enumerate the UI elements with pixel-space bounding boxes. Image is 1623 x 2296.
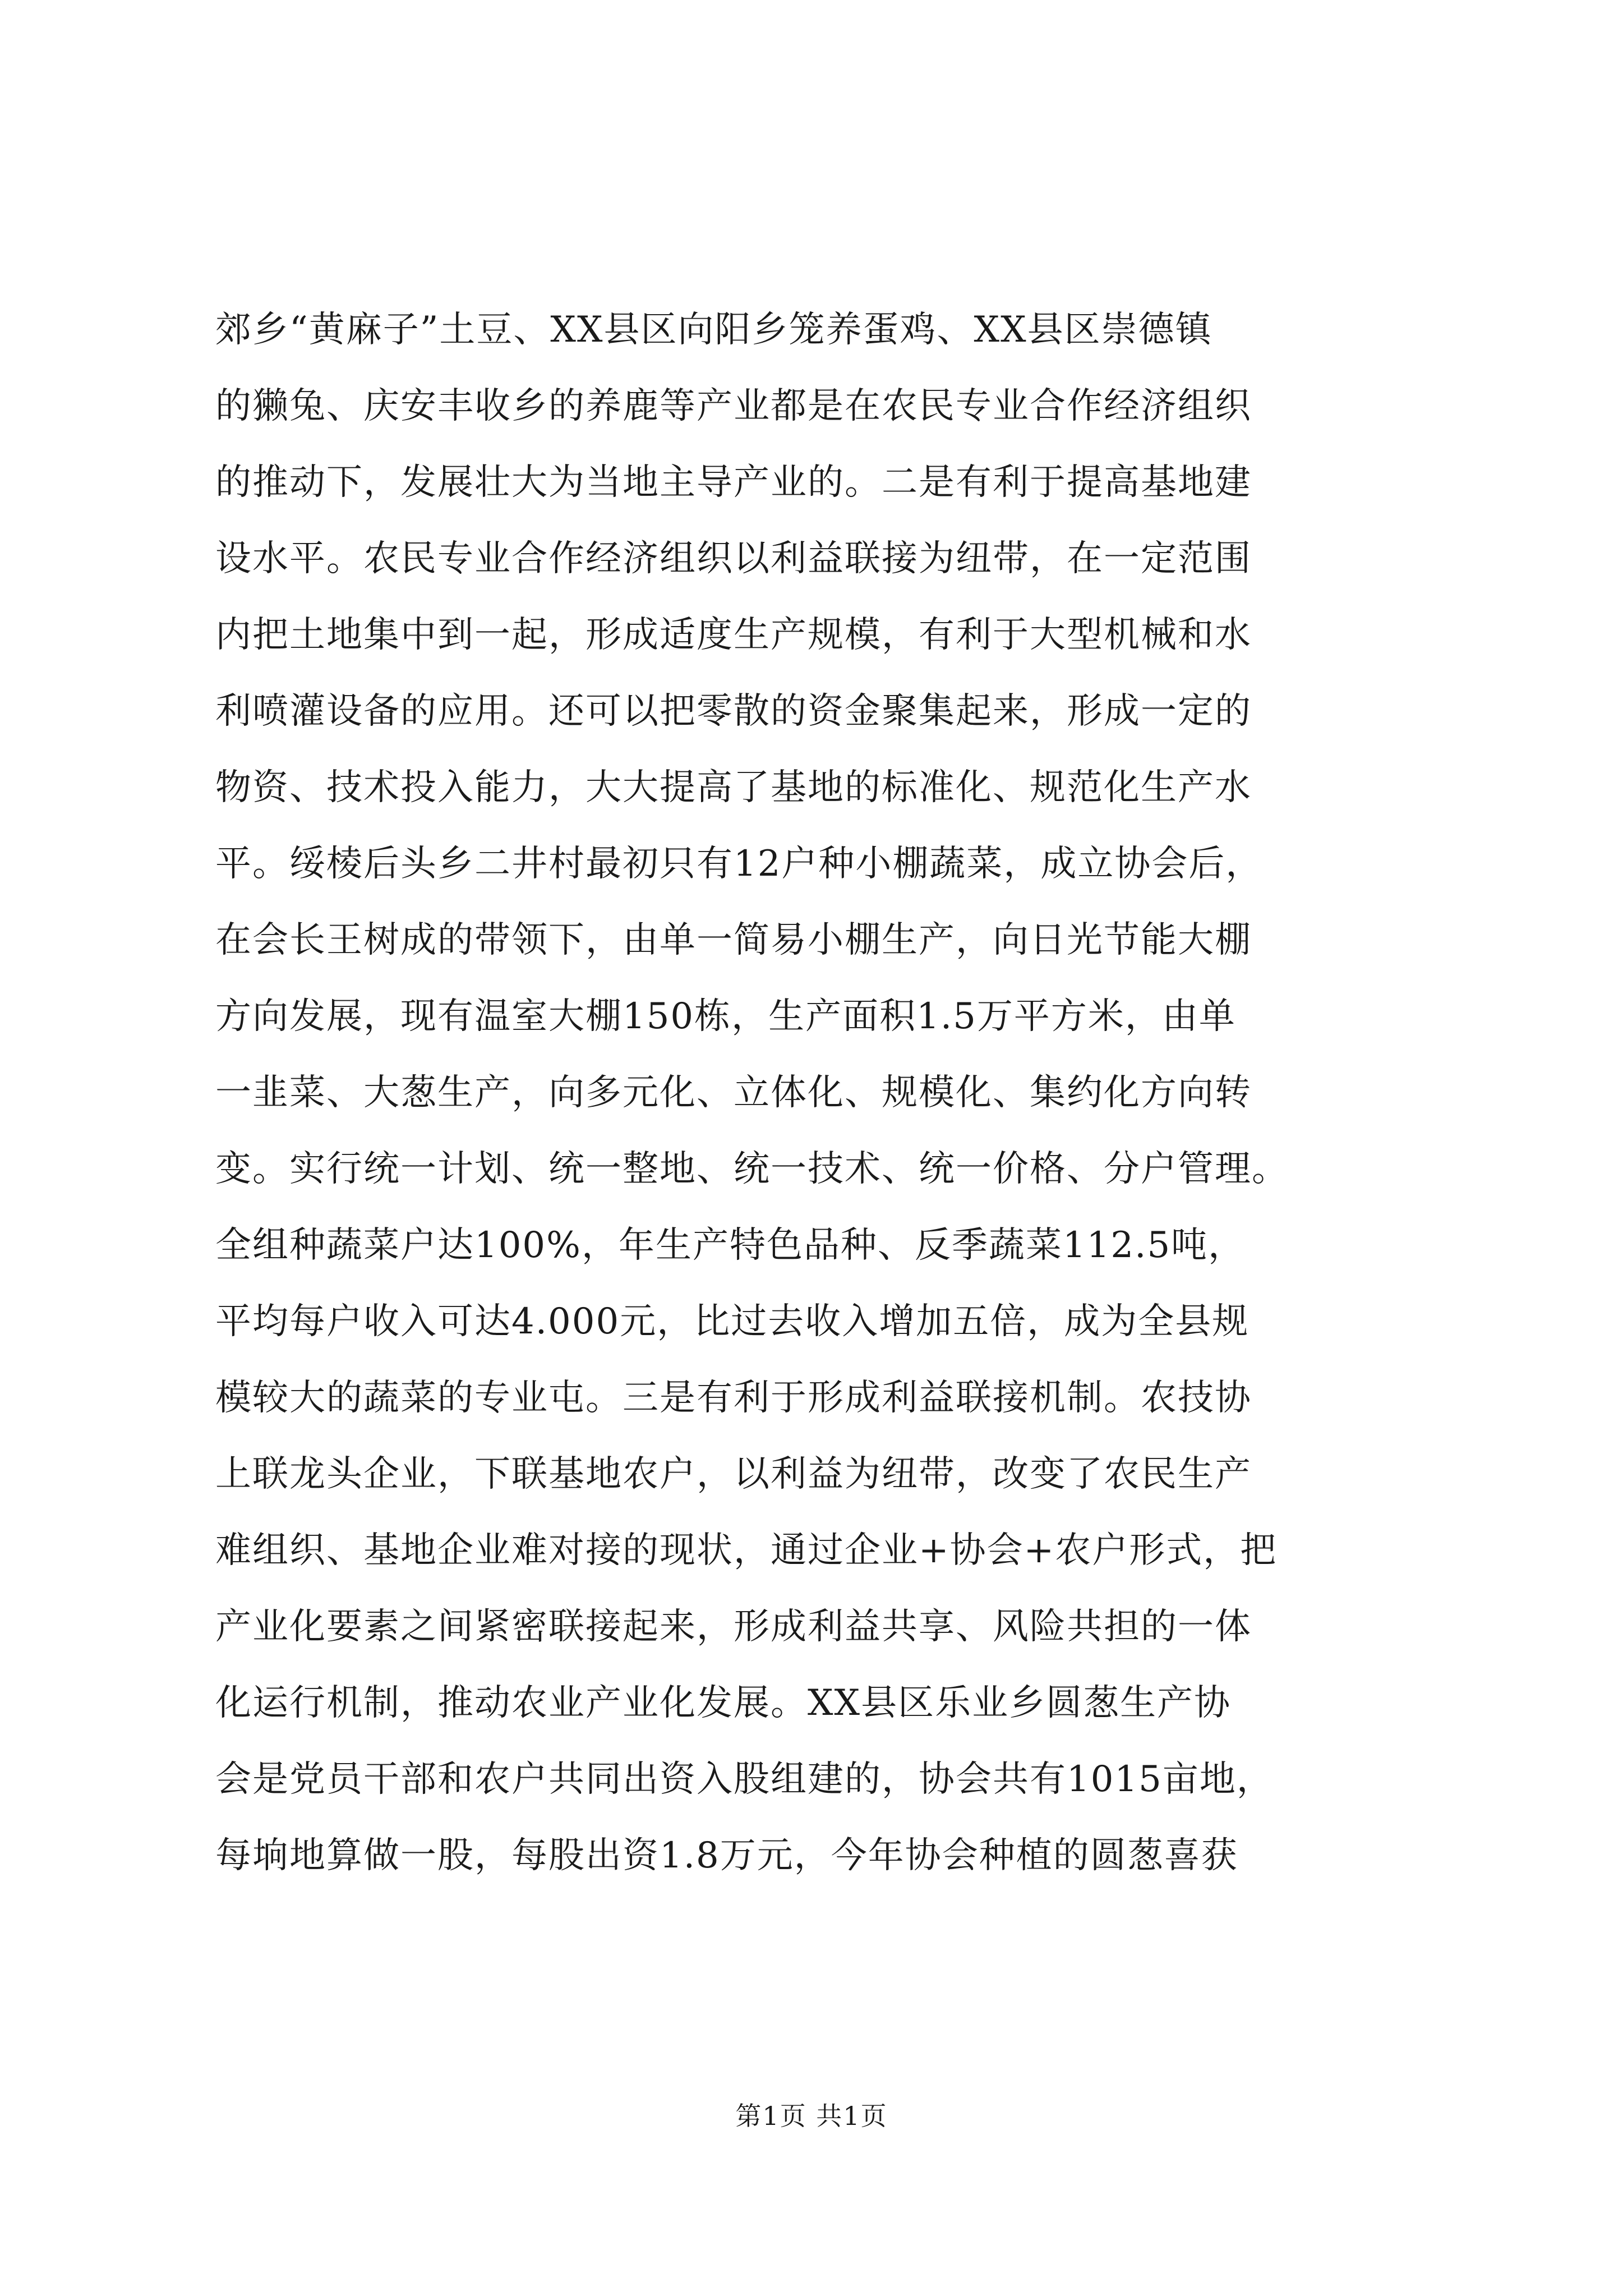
body-paragraph <box>215 292 1410 1894</box>
text-line: 变。实行统一计划、统一整地、统一技术、统一价格、分户管理。 <box>215 1148 1289 1190</box>
text-line: 郊乡“黄麻子”土豆、XX县区向阳乡笼养蛋鸡、XX县区崇德镇 <box>215 309 1212 351</box>
text-line: 会是党员干部和农户共同出资入股组建的，协会共有1015亩地， <box>215 1759 1274 1800</box>
page-number-label: 第1页 共1页 <box>735 2101 888 2131</box>
text-line: 平。绥棱后头乡二井村最初只有12户种小棚蔬菜，成立协会后， <box>215 843 1263 885</box>
text-line: 方向发展，现有温室大棚150栋，生产面积1.5万平方米，由单 <box>215 996 1236 1037</box>
text-line: 每垧地算做一股，每股出资1.8万元，今年协会种植的圆葱喜获 <box>215 1835 1238 1876</box>
text-line: 全组种蔬菜户达100%，年生产特色品种、反季蔬菜112.5吨， <box>215 1225 1246 1266</box>
text-line: 物资、技术投入能力，大大提高了基地的标准化、规范化生产水 <box>215 767 1252 808</box>
page-footer <box>0 2096 1623 2133</box>
text-line: 模较大的蔬菜的专业屯。三是有利于形成利益联接机制。农技协 <box>215 1377 1252 1419</box>
text-line: 产业化要素之间紧密联接起来，形成利益共享、风险共担的一体 <box>215 1606 1252 1648</box>
text-line: 难组织、基地企业难对接的现状，通过企业+协会+农户形式，把 <box>215 1530 1278 1571</box>
text-line: 设水平。农民专业合作经济组织以利益联接为纽带，在一定范围 <box>215 538 1252 579</box>
text-line: 的推动下，发展壮大为当地主导产业的。二是有利于提高基地建 <box>215 462 1252 503</box>
text-line: 在会长王树成的带领下，由单一简易小棚生产，向日光节能大棚 <box>215 919 1252 961</box>
text-line: 内把土地集中到一起，形成适度生产规模，有利于大型机械和水 <box>215 614 1252 656</box>
text-line: 平均每户收入可达4.000元，比过去收入增加五倍，成为全县规 <box>215 1301 1249 1342</box>
text-line: 化运行机制，推动农业产业化发展。XX县区乐业乡圆葱生产协 <box>215 1682 1232 1724</box>
text-line: 的獭兔、庆安丰收乡的养鹿等产业都是在农民专业合作经济组织 <box>215 385 1252 427</box>
text-line: 利喷灌设备的应用。还可以把零散的资金聚集起来，形成一定的 <box>215 691 1252 732</box>
text-line: 一韭菜、大葱生产，向多元化、立体化、规模化、集约化方向转 <box>215 1072 1252 1114</box>
text-line: 上联龙头企业，下联基地农户，以利益为纽带，改变了农民生产 <box>215 1453 1252 1495</box>
